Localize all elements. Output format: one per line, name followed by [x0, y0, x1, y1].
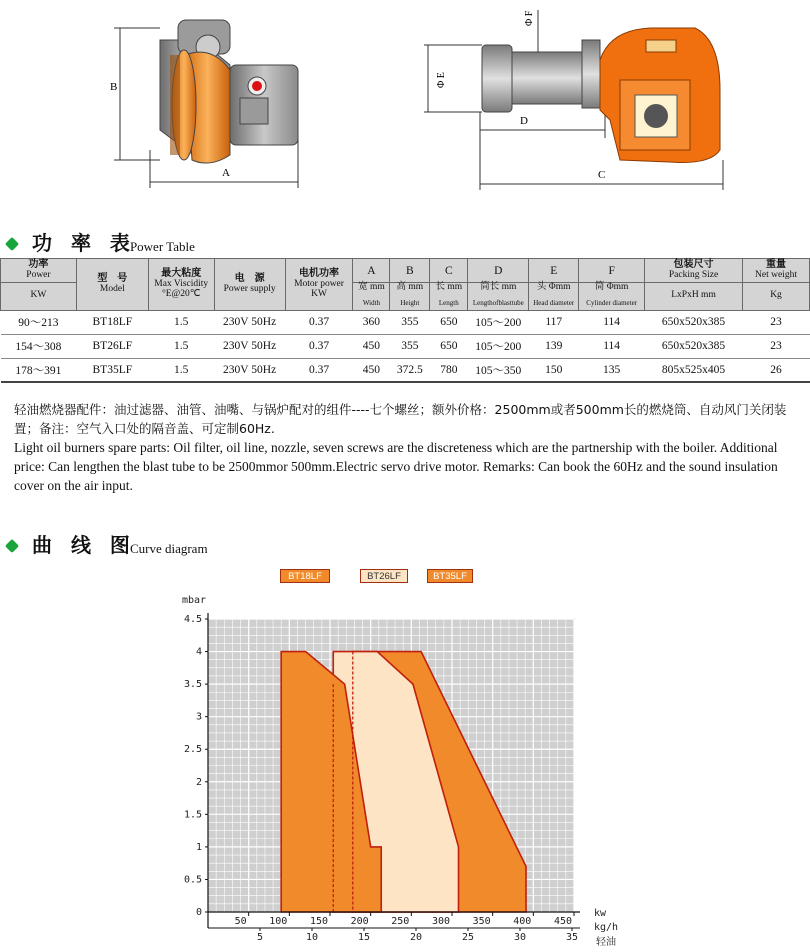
- col-subheader-blast-tube: 筒长 mm Lengthofblasttube: [468, 283, 529, 311]
- cell-power-supply: 230V 50Hz: [214, 310, 285, 334]
- cell-motor-power: 0.37: [285, 334, 353, 358]
- dim-d-label: D: [520, 115, 528, 127]
- table-row: [1, 358, 810, 382]
- y-axis-label: mbar: [182, 595, 207, 606]
- cell-c: 650: [430, 334, 468, 358]
- legend-bt26lf: BT26LF: [360, 569, 408, 583]
- power-table: [0, 258, 810, 383]
- col-subheader-head-diameter: 头 Φmm Head diameter: [529, 283, 579, 311]
- y-tick-label: 0.5: [183, 874, 202, 886]
- cell-d: 105～200: [468, 310, 529, 334]
- cell-d: 105～200: [468, 334, 529, 358]
- x-tick-label-kgh: 5: [256, 932, 264, 943]
- cell-power: 178～391: [1, 358, 77, 382]
- cell-b: 372.5: [390, 358, 430, 382]
- cell-a: 450: [353, 358, 390, 382]
- cell-weight: 23: [743, 334, 810, 358]
- col-header-viscidity: 最大粘度 Max Viscidity °E@20℃: [148, 259, 214, 311]
- col-header-weight: 重量 Net weight: [743, 259, 810, 283]
- cell-f: 114: [579, 334, 645, 358]
- curve-chart: [160, 585, 630, 952]
- x2-axis-label: kg/h: [594, 922, 619, 933]
- y-tick-label: 2: [195, 776, 202, 788]
- cell-model: BT26LF: [76, 334, 148, 358]
- cell-f: 135: [579, 358, 645, 382]
- col-subheader-length: 长 mm Length: [430, 283, 468, 311]
- y-tick-label: 1.5: [183, 809, 202, 821]
- cell-b: 355: [390, 334, 430, 358]
- y-tick-label: 1: [195, 841, 202, 853]
- col-header-b: B: [390, 259, 430, 283]
- col-header-motor-power: 电机功率 Motor power KW: [285, 259, 353, 311]
- col-header-c: C: [430, 259, 468, 283]
- burner-side-drawing: [100, 0, 330, 195]
- cell-viscidity: 1.5: [148, 334, 214, 358]
- curve-title-en: Curve diagram: [129, 541, 208, 556]
- y-tick-label: 4: [195, 646, 202, 658]
- x-tick-label-kw: 100: [269, 916, 288, 927]
- cell-c: 650: [430, 310, 468, 334]
- power-table-title-en: Power Table: [129, 239, 195, 254]
- y-tick-label: 3.5: [183, 679, 202, 691]
- cell-d: 105～350: [468, 358, 529, 382]
- x-tick-label-kw: 150: [309, 916, 328, 927]
- x-tick-label-kgh: 20: [409, 932, 423, 943]
- cell-viscidity: 1.5: [148, 358, 214, 382]
- cell-c: 780: [430, 358, 468, 382]
- col-subheader-packing-unit: LxPxH mm: [645, 283, 743, 311]
- power-table-title-zh: 功 率 表: [32, 231, 136, 255]
- col-subheader-kw: KW: [1, 283, 77, 311]
- x-tick-label-kgh: 15: [357, 932, 371, 943]
- y-tick-label: 0: [195, 907, 202, 918]
- cell-viscidity: 1.5: [148, 310, 214, 334]
- dim-e-label: Φ E: [436, 72, 447, 88]
- col-subheader-width: 宽 mm Width: [353, 283, 390, 311]
- cell-motor-power: 0.37: [285, 310, 353, 334]
- cell-power-supply: 230V 50Hz: [214, 358, 285, 382]
- notes-zh: 轻油燃烧器配件：油过滤器、油管、油嘴、与锅炉配对的组件----七个螺丝；额外价格：2500mm或者500mm长的燃烧筒、自动风门关闭装置；备注：空气入口处的隔音盖、可定制60Hz.: [14, 402, 787, 436]
- x-tick-label-kgh: 35: [565, 932, 579, 943]
- x-tick-label-kw: 50: [234, 916, 247, 927]
- dim-c-label: C: [598, 169, 606, 181]
- col-subheader-kg: Kg: [743, 283, 810, 311]
- x-tick-label-kw: 200: [350, 916, 369, 927]
- curve-diagram-heading: [0, 528, 208, 558]
- col-header-power: 功率 Power: [1, 259, 77, 283]
- cell-e: 117: [529, 310, 579, 334]
- table-row: [1, 310, 810, 334]
- x-tick-label-kw: 350: [472, 916, 491, 927]
- curve-title-zh: 曲 线 图: [32, 533, 136, 557]
- cell-f: 114: [579, 310, 645, 334]
- dim-f-label: Φ F: [524, 10, 535, 26]
- x-tick-label-kw: 450: [553, 916, 572, 927]
- x-tick-label-kgh: 10: [305, 932, 319, 943]
- cell-model: BT35LF: [76, 358, 148, 382]
- dim-b-label: B: [110, 81, 118, 93]
- cell-power-supply: 230V 50Hz: [214, 334, 285, 358]
- x-axis-label: kw: [594, 908, 607, 919]
- power-table-heading: [0, 226, 195, 256]
- notes-en: Light oil burners spare parts: Oil filter, oil line, nozzle, seven screws are the discreteness which are the partnership with the boiler. Additional price: Can lengthen the blast tube to be 2500mmor 500mm.Electric servo drive motor. Remarks: Can book the 60Hz and the sound insulation cover on the air input.: [14, 440, 778, 493]
- x-tick-label-kgh: 30: [513, 932, 527, 943]
- col-header-packing: 包装尺寸 Packing Size: [645, 259, 743, 283]
- col-header-d: D: [468, 259, 529, 283]
- cell-a: 450: [353, 334, 390, 358]
- x-tick-label-kw: 400: [513, 916, 532, 927]
- diamond-bullet-icon: [6, 540, 18, 552]
- y-tick-label: 2.5: [183, 744, 202, 756]
- col-subheader-cylinder-diameter: 筒 Φmm Cylinder diameter: [579, 283, 645, 311]
- table-row: [1, 334, 810, 358]
- burner-front-drawing: [420, 0, 740, 195]
- x3-axis-label: 轻油: [596, 937, 616, 948]
- legend-bt18lf: BT18LF: [280, 569, 330, 583]
- cell-packing: 805x525x405: [645, 358, 743, 382]
- cell-e: 150: [529, 358, 579, 382]
- col-subheader-height: 高 mm Height: [390, 283, 430, 311]
- x-tick-label-kw: 250: [391, 916, 410, 927]
- cell-a: 360: [353, 310, 390, 334]
- cell-weight: 23: [743, 310, 810, 334]
- cell-packing: 650x520x385: [645, 310, 743, 334]
- cell-power: 90～213: [1, 310, 77, 334]
- diamond-bullet-icon: [6, 238, 18, 250]
- col-header-f: F: [579, 259, 645, 283]
- cell-motor-power: 0.37: [285, 358, 353, 382]
- cell-model: BT18LF: [76, 310, 148, 334]
- col-header-e: E: [529, 259, 579, 283]
- col-header-power-supply: 电 源 Power supply: [214, 259, 285, 311]
- cell-e: 139: [529, 334, 579, 358]
- cell-packing: 650x520x385: [645, 334, 743, 358]
- y-tick-label: 4.5: [183, 614, 202, 625]
- cell-weight: 26: [743, 358, 810, 382]
- legend-bt35lf: BT35LF: [427, 569, 473, 583]
- y-tick-label: 3: [195, 711, 202, 723]
- dim-a-label: A: [222, 167, 230, 179]
- col-header-model: 型 号 Model: [76, 259, 148, 311]
- x-tick-label-kgh: 25: [461, 932, 475, 943]
- cell-b: 355: [390, 310, 430, 334]
- x-tick-label-kw: 300: [431, 916, 450, 927]
- col-header-a: A: [353, 259, 390, 283]
- cell-power: 154～308: [1, 334, 77, 358]
- spare-parts-notes: [14, 400, 810, 495]
